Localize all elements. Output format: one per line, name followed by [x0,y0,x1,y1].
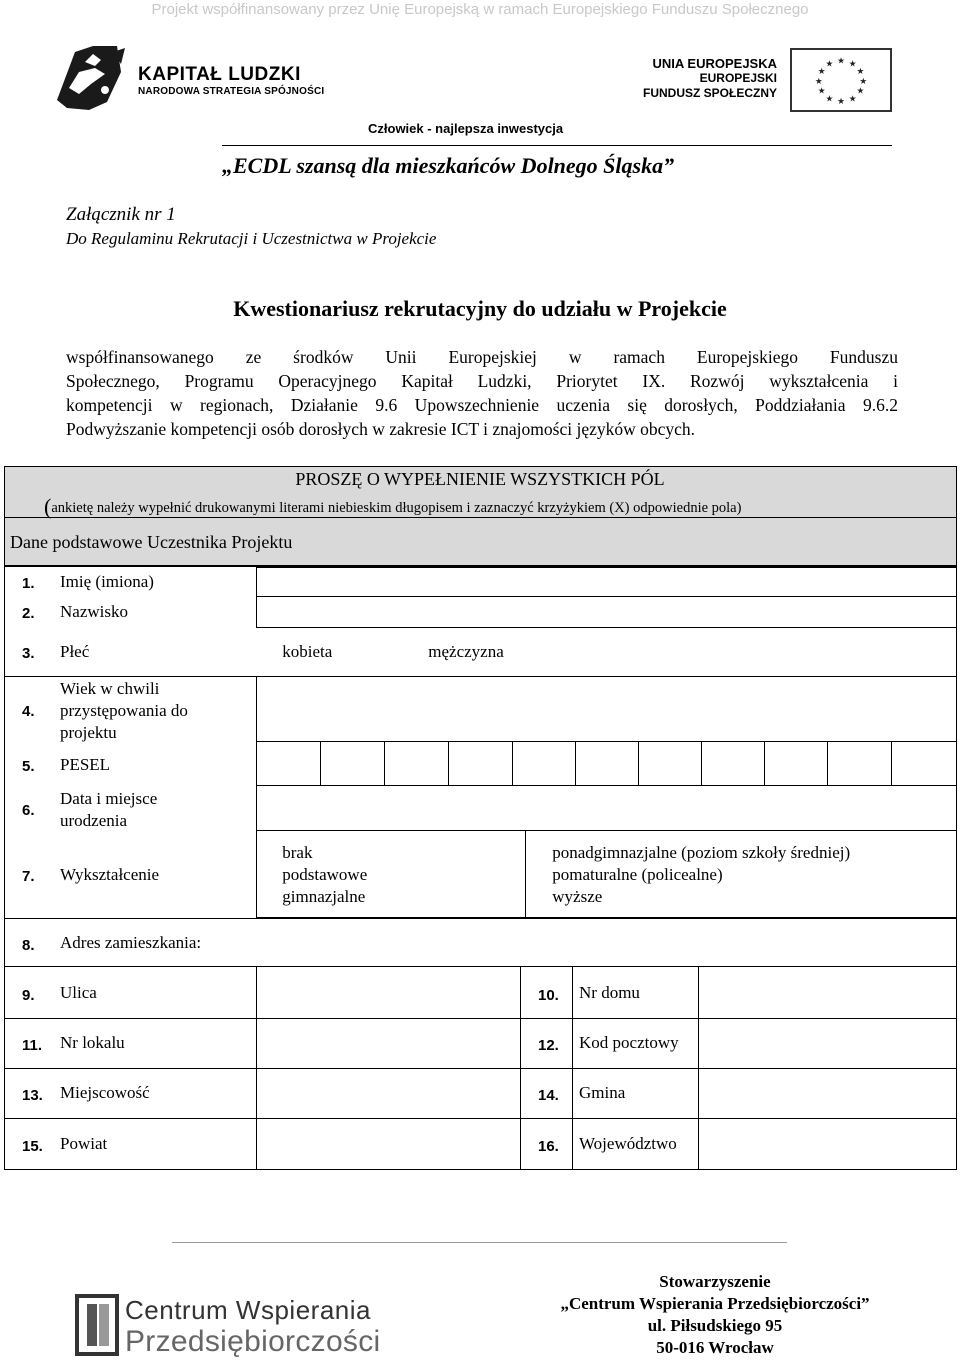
option-label: pomaturalne (policealne) [552,865,723,884]
svg-text:★: ★ [814,76,823,87]
field-number: 13. [22,1087,43,1104]
urodzenie-input[interactable] [256,785,957,831]
miejscowosc-input[interactable] [257,1069,519,1117]
pesel-digit-cell[interactable] [827,741,892,786]
option-ponadgimnazjalne[interactable] [532,842,850,864]
miejscowosc-label: Miejscowość [60,1083,150,1102]
project-title: „ECDL szansą dla mieszkańców Dolnego Śląska” [222,153,675,178]
option-pomaturalne[interactable] [532,864,850,886]
pesel-digit-cell[interactable] [575,741,639,786]
wiek-label: Wiek w chwili przystępowania do projektu [60,679,188,742]
field-number: 15. [22,1138,43,1155]
wyksztalcenie-options-right [532,842,850,908]
note-text: ankietę należy wypełnić drukowanymi literami niebieskim długopisem i zaznaczyć krzyżykiem (X) odpowiednie pola) [51,500,742,516]
option-brak[interactable] [262,842,367,864]
imie-input[interactable] [256,567,957,597]
field-number: 16. [538,1138,559,1155]
field-number: 10. [538,987,559,1004]
eu-flag-icon [790,48,892,112]
svg-text:★: ★ [817,67,826,78]
field-number: 3. [22,645,35,662]
pesel-digit-cell[interactable] [638,741,702,786]
nr-lokalu-input[interactable] [257,1019,519,1067]
field-number: 12. [538,1037,559,1054]
svg-text:★: ★ [848,94,857,105]
cofinancing-note: Projekt współfinansowany przez Unię Europejską w ramach Europejskiego Funduszu Społecznego [151,1,809,18]
page-title: Kwestionariusz rekrutacyjny do udziału w Projekcie [233,296,727,321]
wyksztalcenie-options-left [262,842,367,908]
option-label: wyższe [552,887,603,906]
field-number: 14. [538,1087,559,1104]
urodzenie-label: Data i miejsce urodzenia [60,789,158,830]
nazwisko-label: Nazwisko [60,602,128,621]
intro-line: współfinansowanego ze środków Unii Europejskiej w ramach Europejskiego Funduszu [66,347,898,367]
svg-text:★: ★ [856,86,865,97]
plec-label: Płeć [60,642,90,661]
ulica-input[interactable] [257,967,519,1017]
nr-lokalu-label: Nr lokalu [60,1033,125,1052]
powiat-input[interactable] [257,1119,519,1169]
pesel-digit-cell[interactable] [256,741,321,786]
footer-divider [172,1242,787,1243]
field-number: 7. [22,868,35,885]
pesel-digit-cell[interactable] [891,741,957,786]
row-divider [4,918,957,919]
intro-line: Społecznego, Programu Operacyjnego Kapitał Ludzki, Priorytet IX. Rozwój wykształcenia i [66,371,898,391]
eu-line-1: UNIA EUROPEJSKA [652,56,777,71]
svg-text:★: ★ [825,59,834,70]
cwp-logo-line-2: Przedsiębiorczości [125,1325,381,1358]
powiat-label: Powiat [60,1134,108,1153]
pesel-digit-cell[interactable] [448,741,513,786]
svg-text:★: ★ [825,94,834,105]
imie-label: Imię (imiona) [60,572,154,591]
kapital-ludzki-title: KAPITAŁ LUDZKI [138,64,301,85]
ulica-label: Ulica [60,983,97,1002]
header-divider [222,145,892,146]
kod-label: Kod pocztowy [579,1033,679,1052]
wyksztalcenie-label: Wykształcenie [60,865,160,884]
slogan: Człowiek - najlepsza inwestycja [368,121,564,136]
option-wyzsze[interactable] [532,886,850,908]
gmina-input[interactable] [699,1069,956,1117]
pesel-label: PESEL [60,755,111,774]
nazwisko-input[interactable] [256,596,957,628]
column-divider [520,966,521,1170]
eu-logo-text [620,56,777,101]
field-number: 5. [22,758,35,775]
section-title: Dane podstawowe Uczestnika Projektu [10,532,293,552]
cwp-logo-icon [75,1294,119,1356]
eu-line-3: FUNDUSZ SPOŁECZNY [642,86,777,100]
pesel-digit-cell[interactable] [320,741,385,786]
field-number: 8. [22,937,35,954]
option-gimnazjalne[interactable] [262,886,367,908]
address-line: Stowarzyszenie [659,1272,771,1291]
svg-text:★: ★ [848,59,857,70]
organization-address [500,1271,930,1359]
field-number: 9. [22,987,35,1004]
wojewodztwo-input[interactable] [699,1119,956,1169]
wiek-input[interactable] [256,676,957,742]
wojewodztwo-label: Województwo [579,1134,677,1153]
option-label: kobieta [282,642,333,661]
annex-title: Załącznik nr 1 [66,204,176,225]
eu-line-2: EUROPEJSKI [699,71,777,85]
paren: ( [44,494,52,519]
address-line: 50-016 Wrocław [656,1338,774,1357]
pesel-digit-cell[interactable] [512,741,576,786]
nr-domu-label: Nr domu [579,983,640,1002]
address-line: „Centrum Wspierania Przedsiębiorczości” [560,1294,870,1313]
intro-line: kompetencji w regionach, Działanie 9.6 Upowszechnienie uczenia się dorosłych, Poddziałania 9.6.2 [66,395,898,415]
nr-domu-input[interactable] [699,967,956,1017]
intro-paragraph [66,345,898,441]
svg-text:★: ★ [837,56,845,67]
plec-option-kobieta[interactable] [262,641,332,663]
option-podstawowe[interactable] [262,864,367,886]
form-header-title: PROSZĘ O WYPEŁNIENIE WSZYSTKICH PÓL [295,469,665,489]
field-number: 1. [22,575,35,592]
svg-text:★: ★ [817,86,826,97]
svg-text:★: ★ [856,67,865,78]
address-line: ul. Piłsudskiego 95 [647,1316,783,1335]
pesel-digit-cell[interactable] [701,741,765,786]
pesel-digit-cell[interactable] [764,741,828,786]
cwp-logo-line-1: Centrum Wspierania [125,1295,371,1325]
gmina-label: Gmina [579,1083,626,1102]
pesel-digit-cell[interactable] [384,741,449,786]
plec-option-mezczyzna[interactable] [408,641,504,663]
field-number: 6. [22,802,35,819]
form-header-note [44,494,741,520]
kapital-ludzki-subtitle: NARODOWA STRATEGIA SPÓJNOŚCI [138,86,325,97]
column-divider [572,966,573,1170]
option-label: ponadgimnazjalne (poziom szkoły średniej) [552,843,851,862]
svg-text:★: ★ [859,76,868,87]
annex-subtitle: Do Regulaminu Rekrutacji i Uczestnictwa w Projekcie [66,229,437,248]
field-number: 2. [22,605,35,622]
option-label: brak [282,843,313,862]
pesel-cells [256,741,957,786]
kod-input[interactable] [699,1019,956,1067]
adres-label: Adres zamieszkania: [60,933,202,952]
field-number: 4. [22,703,35,720]
intro-line: Podwyższanie kompetencji osób dorosłych w zakresie ICT i znajomości języków obcych. [66,419,696,439]
option-label: podstawowe [282,865,368,884]
field-number: 11. [22,1037,43,1054]
option-label: mężczyzna [428,642,504,661]
svg-text:★: ★ [837,97,845,108]
option-label: gimnazjalne [282,887,366,906]
